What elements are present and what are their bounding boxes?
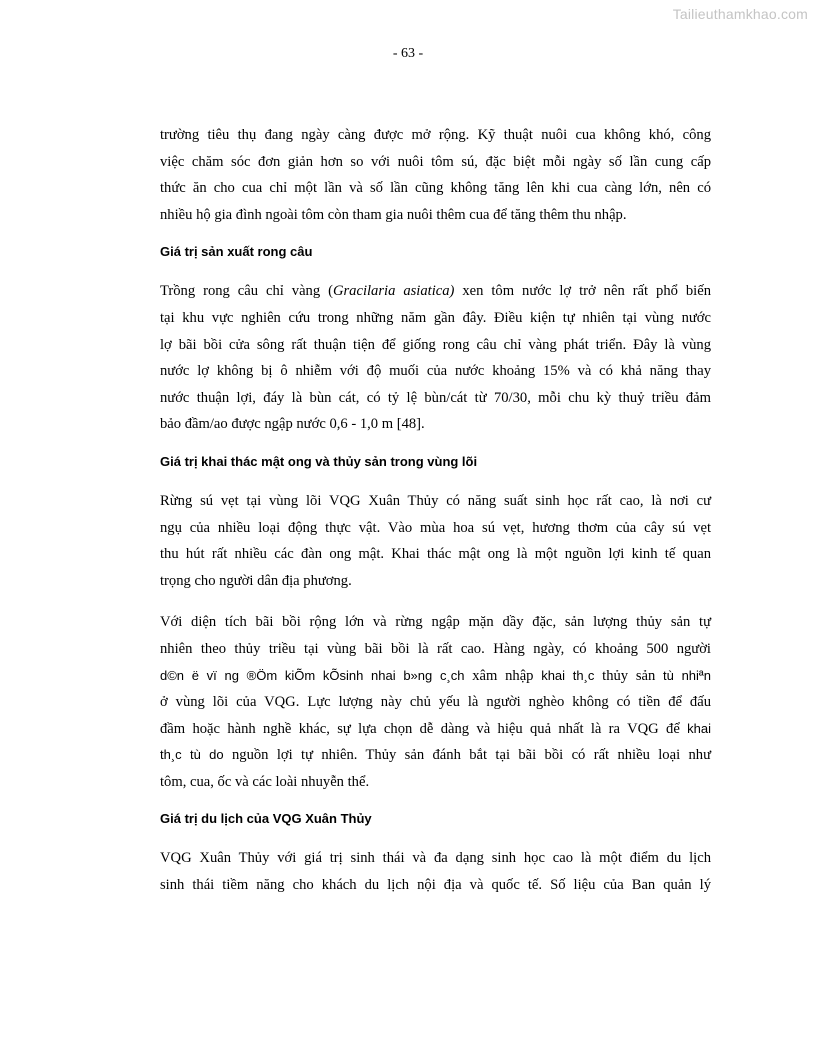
text-line: Với diện tích bãi bồi rộng lớn và rừng ngập mặn dầy đặc, sản lượng thủy sản tự: [160, 614, 711, 631]
text-line: d©n ë vï ng ®Öm kiÕm kÕsinh nhai b»ng c¸ch xâm nhập khai th¸c thủy sản tù nhiªn: [160, 667, 711, 684]
scientific-name: Gracilaria asiatica): [332, 283, 455, 300]
text-line: việc chăm sóc đơn giản hơn so với nuôi tôm sú, đặc biệt mỗi ngày số lần cung cấp: [160, 153, 711, 170]
page-number: - 63 -: [392, 46, 424, 61]
text-line: nước thuận lợi, đáy là bùn cát, có tỷ lệ bùn/cát từ 70/30, mỗi chu kỳ thuỷ triều đảm: [160, 389, 711, 406]
text-line: trọng cho người dân địa phương.: [160, 572, 352, 589]
text-line: tại khu vực nghiên cứu trong những năm gần đây. Điều kiện tự nhiên tại vùng nước: [160, 309, 711, 326]
paragraph-seaweed: [160, 278, 711, 438]
text-line: ở vùng lõi của VQG. Lực lượng này chủ yếu là người nghèo không có tiền để đấu: [160, 694, 711, 711]
section-heading-seaweed: Giá trị sản xuất rong câu: [160, 244, 313, 260]
text-line: đầm hoặc hành nghề khác, sự lựa chọn dễ dàng và hiệu quả nhất là ra VQG để khai: [160, 720, 711, 737]
section-heading-tourism: Giá trị du lịch của VQG Xuân Thủy: [160, 811, 372, 827]
text-line: sinh thái tiềm năng cho khách du lịch nội địa và quốc tế. Số liệu của Ban quản lý: [160, 877, 711, 894]
text-line: tôm, cua, ốc và các loài nhuyễn thể.: [160, 773, 370, 790]
text-line: bảo đầm/ao được ngập nước 0,6 - 1,0 m [48].: [160, 416, 425, 433]
paragraph-fishery: [160, 609, 711, 795]
text-line: nhiên theo thủy triều tại vùng bãi bồi là rất cao. Hàng ngày, có khoảng 500 người: [160, 640, 711, 657]
paragraph-honey: [160, 488, 711, 594]
text-line: thu hút rất nhiều các đàn ong mật. Khai thác mật ong là một nguồn lợi kinh tế quan: [160, 546, 711, 563]
text-line: nước lợ không bị ô nhiễm với độ muối của nước khoảng 15% và có khả năng thay: [160, 363, 711, 380]
text-line: lợ bãi bồi cửa sông rất thuận tiện để giống rong câu chỉ vàng phát triển. Đây là vùng: [160, 336, 711, 353]
document-body: [160, 122, 711, 914]
watermark: Tailieuthamkhao.com: [672, 6, 808, 22]
text-line: VQG Xuân Thủy với giá trị sinh thái và đa dạng sinh học cao là một điểm du lịch: [160, 850, 711, 867]
text-line: th¸c tù do nguồn lợi tự nhiên. Thủy sản đánh bắt tại bãi bồi có rất nhiều loại như: [160, 747, 711, 764]
text-line: Rừng sú vẹt tại vùng lõi VQG Xuân Thủy có năng suất sinh học rất cao, là nơi cư: [160, 492, 711, 509]
text-line: Trồng rong câu chỉ vàng (Gracilaria asiatica) xen tôm nước lợ trở nên rất phổ biến: [160, 283, 711, 300]
text-line: ngụ của nhiều loại động thực vật. Vào mùa hoa sú vẹt, hương thơm của cây sú vẹt: [160, 519, 711, 536]
section-heading-honey-fishery: Giá trị khai thác mật ong và thủy sản trong vùng lõi: [160, 453, 478, 469]
text-line: thức ăn cho cua chỉ một lần và số lần cũng không tăng lên khi cua càng lớn, nên có: [160, 180, 711, 197]
paragraph-crab-farming: [160, 122, 711, 228]
paragraph-tourism: [160, 845, 711, 898]
text-line: trường tiêu thụ đang ngày càng được mở rộng. Kỹ thuật nuôi cua không khó, công: [160, 127, 711, 143]
text-line: nhiều hộ gia đình ngoài tôm còn tham gia nuôi thêm cua để tăng thêm thu nhập.: [160, 206, 627, 223]
